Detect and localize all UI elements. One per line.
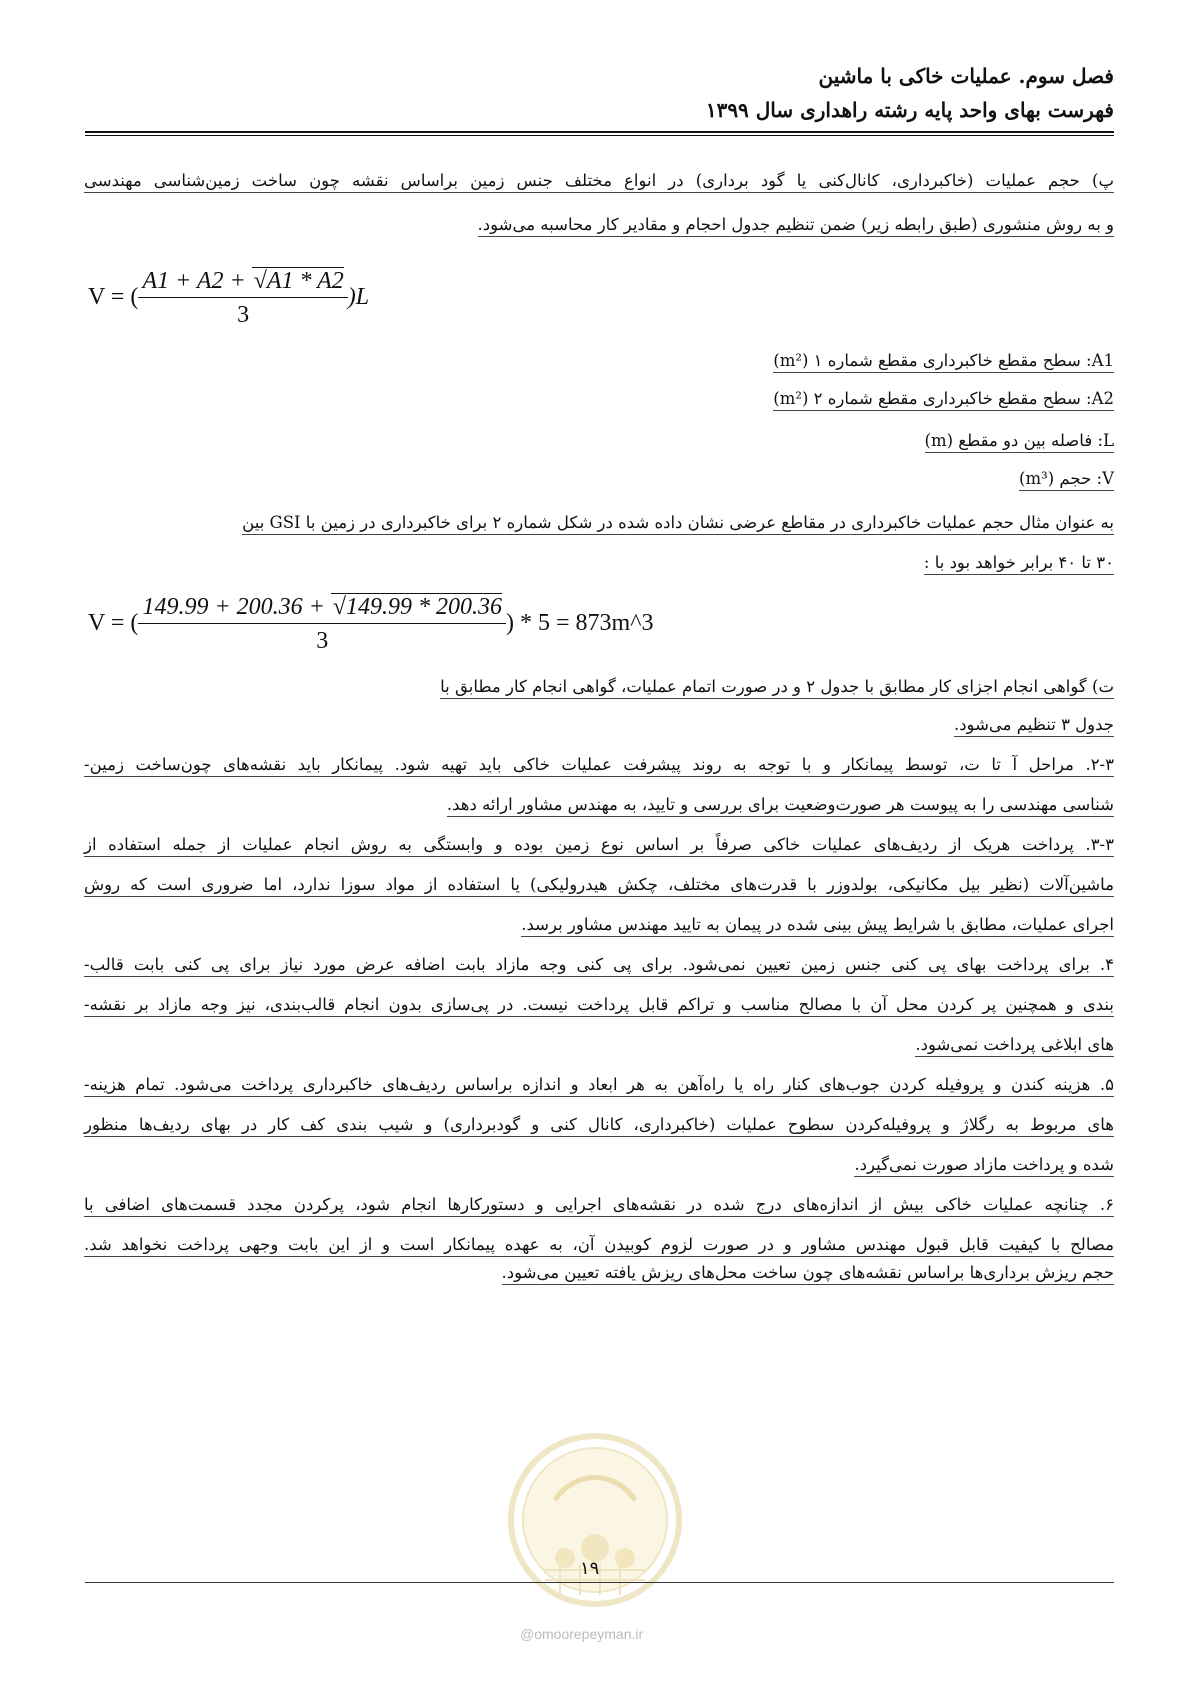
header-rule-thin (85, 135, 1114, 136)
paragraph-p-line1: پ) حجم عملیات (خاکبرداری، کانال‌کنی یا گود برداری) در انواع مختلف جنس زمین براساس نقشه چون ساخت زمین‌شناسی مهندسی (84, 170, 1114, 192)
section-5-line2: های مربوط به رگلاژ و پروفیله‌کردن سطوح عملیات (خاکبرداری، کانال کنی و گودبرداری) و شیب بندی کف کار در بهای ردیف‌ها منظور (84, 1114, 1114, 1136)
example-line2: ۳۰ تا ۴۰ برابر خواهد بود با : (924, 552, 1114, 574)
formula-lhs: V = ( (88, 610, 139, 637)
definition-v: V: حجم (m³) (1019, 468, 1114, 490)
formula-lhs: V = ( (88, 284, 139, 311)
section-4-line1: ۴. برای پرداخت بهای پی کنی جنس زمین تعیین نمی‌شود. برای پی کنی وجه مازاد بابت اضافه عرض مورد نیاز برای پی کنی بابت قالب- (84, 954, 1114, 976)
section-4-line2: بندی و همچنین پر کردن محل آن با مصالح مناسب و تراکم قابل پرداخت نیست. در پی‌سازی بدون انجام قالب‌بندی، نیز وجه مازاد بر نقشه- (84, 994, 1114, 1016)
website-watermark: @omoorepeyman.ir (520, 1626, 644, 1642)
section-3-2-line2: شناسی مهندسی را به پیوست هر صورت‌وضعیت برای بررسی و تایید، به مهندس مشاور ارائه دهد. (447, 794, 1114, 816)
definition-a2: A2: سطح مقطع خاکبرداری مقطع شماره ۲ (m²) (773, 388, 1114, 410)
section-4-line3: های ابلاغی پرداخت نمی‌شود. (915, 1034, 1114, 1056)
formula-fraction: $\frac{149.99 + 200.36 + √149.99 * 200.36}{3}$ (138, 594, 506, 655)
paragraph-p-line2: و به روش منشوری (طبق رابطه زیر) ضمن تنظیم جدول احجام و مقادیر کار محاسبه می‌شود. (478, 214, 1114, 236)
example-line1: به عنوان مثال حجم عملیات خاکبرداری در مقاطع عرضی نشان داده شده در شکل شماره ۲ برای خاکبرداری در زمین با GSI بین (242, 512, 1114, 534)
example-volume-formula (88, 594, 653, 655)
header-rule (85, 131, 1114, 133)
sqrt-term: √149.99 * 200.36 (332, 594, 502, 620)
formula-rhs: )L (347, 284, 370, 311)
section-6-line1: ۶. چنانچه عملیات خاکی بیش از اندازه‌های درج شده در نقشه‌های اجرایی و دستورکارها انجام شود، پرکردن مجدد قسمت‌های اضافی با (84, 1194, 1114, 1216)
section-6-line3: حجم ریزش برداری‌ها براساس نقشه‌های چون ساخت محل‌های ریزش یافته تعیین می‌شود. (502, 1262, 1114, 1284)
definition-a1: A1: سطح مقطع خاکبرداری مقطع شماره ۱ (m²) (773, 350, 1114, 372)
section-5-line3: شده و پرداخت مازاد صورت نمی‌گیرد. (854, 1154, 1114, 1176)
section-3-3-line3: اجرای عملیات، مطابق با شرایط پیش بینی شده در پیمان به تایید مهندس مشاور برسد. (521, 914, 1114, 936)
chapter-title: فصل سوم. عملیات خاکی با ماشین (818, 64, 1114, 88)
section-3-3-line2: ماشین‌آلات (نظیر بیل مکانیکی، بولدوزر با قدرت‌های مختلف، چکش هیدرولیکی) یا استفاده از مواد سوزا ندارد، اما ضروری است که روش (84, 874, 1114, 896)
section-6-line2: مصالح با کیفیت قابل قبول مهندس مشاور و در صورت لزوم کوبیدن آن، به عهده پیمانکار است و از این بابت وجهی پرداخت نخواهد شد. (84, 1234, 1114, 1256)
definition-l: L: فاصله بین دو مقطع (m) (925, 430, 1114, 452)
document-subtitle: فهرست بهای واحد پایه رشته راهداری سال ۱۳۹۹ (705, 98, 1114, 122)
section-5-line1: ۵. هزینه کندن و پروفیله کردن جوب‌های کنار راه یا راه‌آهن به هر ابعاد و اندازه براساس ردیف‌های خاکبرداری پرداخت می‌شود. تمام هزینه- (84, 1074, 1114, 1096)
sqrt-term: √A1 * A2 (253, 268, 344, 294)
section-3-2-line1: ۲-۳. مراحل آ تا ت، توسط پیمانکار و با توجه به روند پیشرفت عملیات خاکی باید تهیه شود. پیمانکار باید نقشه‌های چون‌ساخت زمین- (84, 754, 1114, 776)
section-3-3-line1: ۳-۳. پرداخت هریک از ردیف‌های عملیات خاکی صرفاً بر اساس نوع زمین بوده و وابستگی به روش انجام عملیات از جمله استفاده از (84, 834, 1114, 856)
footer-rule (85, 1582, 1114, 1583)
watermark-logo (505, 1430, 685, 1610)
paragraph-t-line1: ت) گواهی انجام اجزای کار مطابق با جدول ۲ و در صورت اتمام عملیات، گواهی انجام کار مطابق با (440, 676, 1114, 698)
formula-rhs: ) * 5 = 873m^3 (506, 610, 654, 637)
paragraph-t-line2: جدول ۳ تنظیم می‌شود. (954, 714, 1114, 736)
page-number: ۱۹ (580, 1558, 600, 1579)
prism-volume-formula (88, 268, 369, 329)
formula-fraction: $\frac{A1 + A2 + √A1 * A2}{3}$ (138, 268, 347, 329)
